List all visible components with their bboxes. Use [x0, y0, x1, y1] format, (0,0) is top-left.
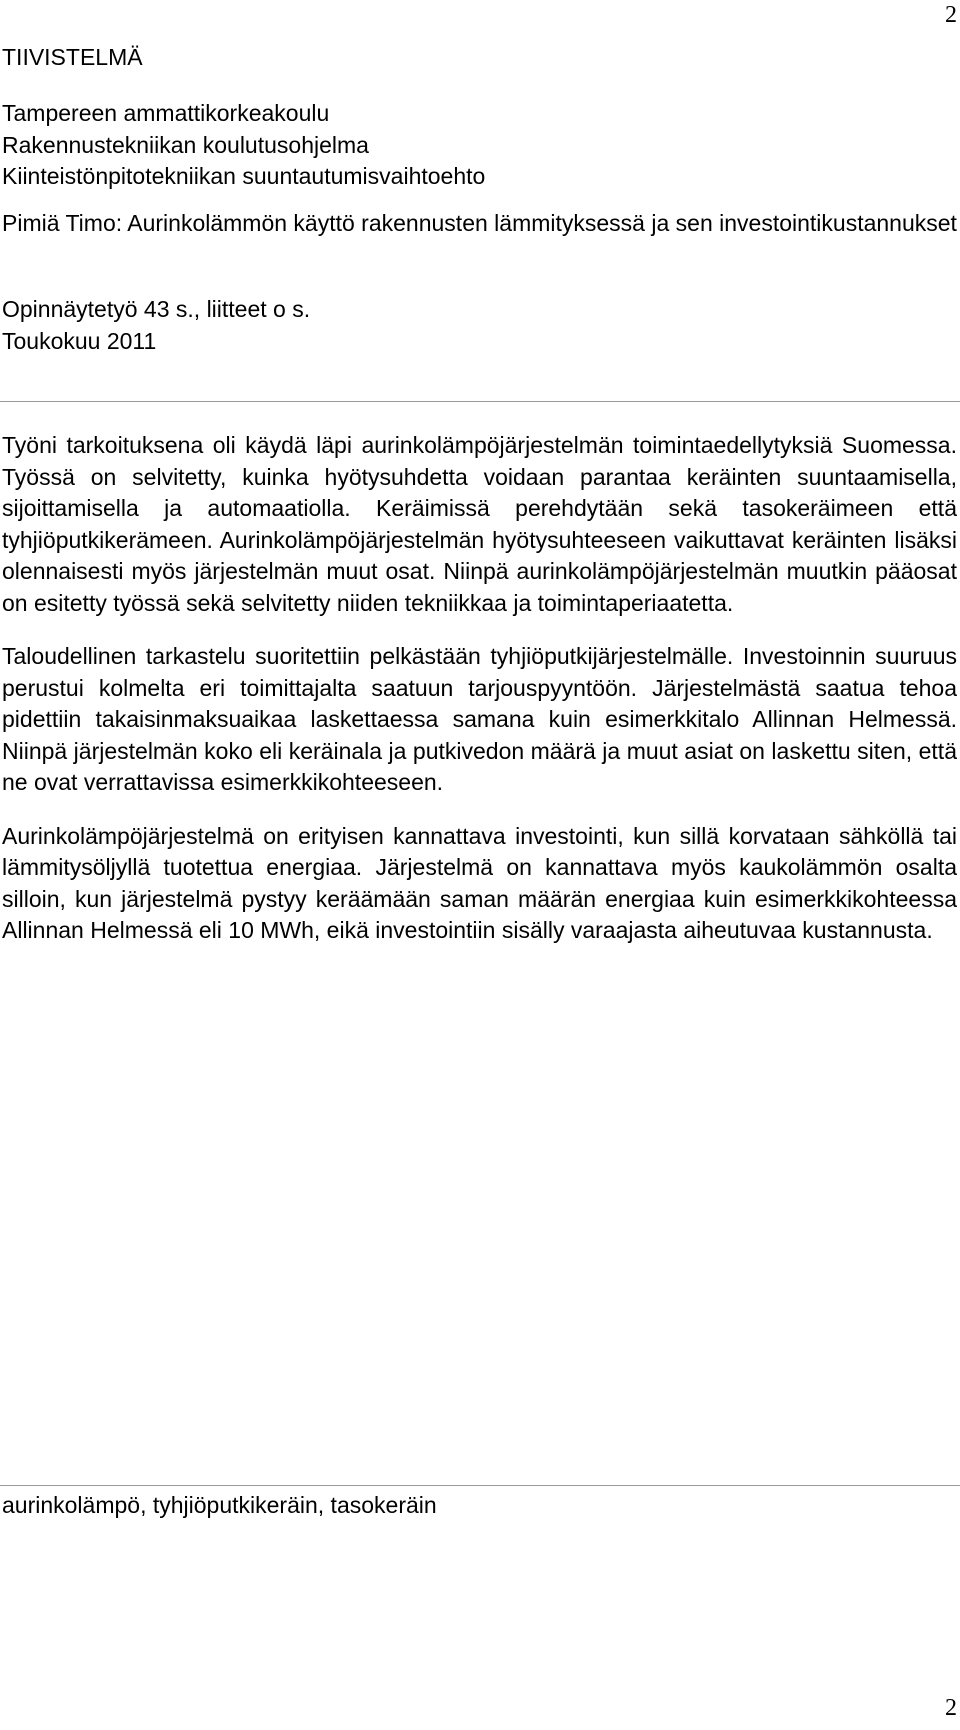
thesis-info: [2, 294, 957, 357]
thesis-date: Toukokuu 2011: [2, 327, 157, 354]
institution-block: [2, 98, 957, 193]
keywords: aurinkolämpö, tyhjiöputkikeräin, tasokeräin: [2, 1492, 437, 1518]
footer-divider: [0, 1485, 960, 1486]
thesis-extent: Opinnäytetyö 43 s., liitteet o s.: [2, 296, 311, 322]
degree-programme: Rakennustekniikan koulutusohjelma: [2, 131, 369, 158]
page-number-top: 2: [945, 2, 957, 28]
abstract-paragraph: Taloudellinen tarkastelu suoritettiin pelkästään tyhjiöputkijärjestelmälle. Investoinnin suuruus perustui kolmelta eri toimittajalta saatuun tarjouspyyntöön. Järjestelmästä saatua tehoa pidettiin takaisinmaksuaikaa laskettaessa samana kuin esimerkkitalo Allinnan Helmessä. Niinpä järjestelmän koko eli keräinala ja putkivedon määrä ja muut asiat on laskettu siten, että ne ovat verrattavissa esimerkkikohteeseen.: [2, 643, 957, 795]
abstract-paragraph: Työni tarkoituksena oli käydä läpi aurinkolämpöjärjestelmän toimintaedellytyksiä Suomessa. Työssä on selvitetty, kuinka hyötysuhdetta voidaan parantaa keräinten suuntaamisella, sijoittamisella ja automaatiolla. Keräimissä perehdytään sekä tasokeräimeen että tyhjiöputkikerämeen. Aurinkolämpöjärjestelmän hyötysuhteeseen vaikuttavat keräinten lisäksi olennaisesti myös järjestelmän muut osat. Niinpä aurinkolämpöjärjestelmän muutkin pääosat on esitetty työssä sekä selvitetty niiden tekniikkaa ja toimintaperiaatetta.: [2, 432, 957, 616]
study-option: Kiinteistönpitotekniikan suuntautumisvaihtoehto: [2, 163, 486, 189]
school-name: Tampereen ammattikorkeakoulu: [2, 100, 330, 126]
abstract-paragraph: Aurinkolämpöjärjestelmä on erityisen kannattava investointi, kun sillä korvataan sähköllä tai lämmitysöljyllä tuotettua energiaa. Järjestelmä on kannattava myös kaukolämmön osalta silloin, kun järjestelmä pystyy keräämään saman määrän energiaa kuin esimerkkikohteessa Allinnan Helmessä eli 10 MWh, eikä investointiin sisälly varaajasta aiheutuvaa kustannusta.: [2, 822, 957, 943]
abstract-heading: TIIVISTELMÄ: [2, 44, 143, 70]
thesis-title: Pimiä Timo: Aurinkolämmön käyttö rakennusten lämmityksessä ja sen investointikustannukset: [2, 210, 957, 236]
page-number-bottom: 2: [945, 1695, 957, 1721]
abstract-body: [2, 430, 957, 947]
section-divider: [0, 401, 960, 402]
